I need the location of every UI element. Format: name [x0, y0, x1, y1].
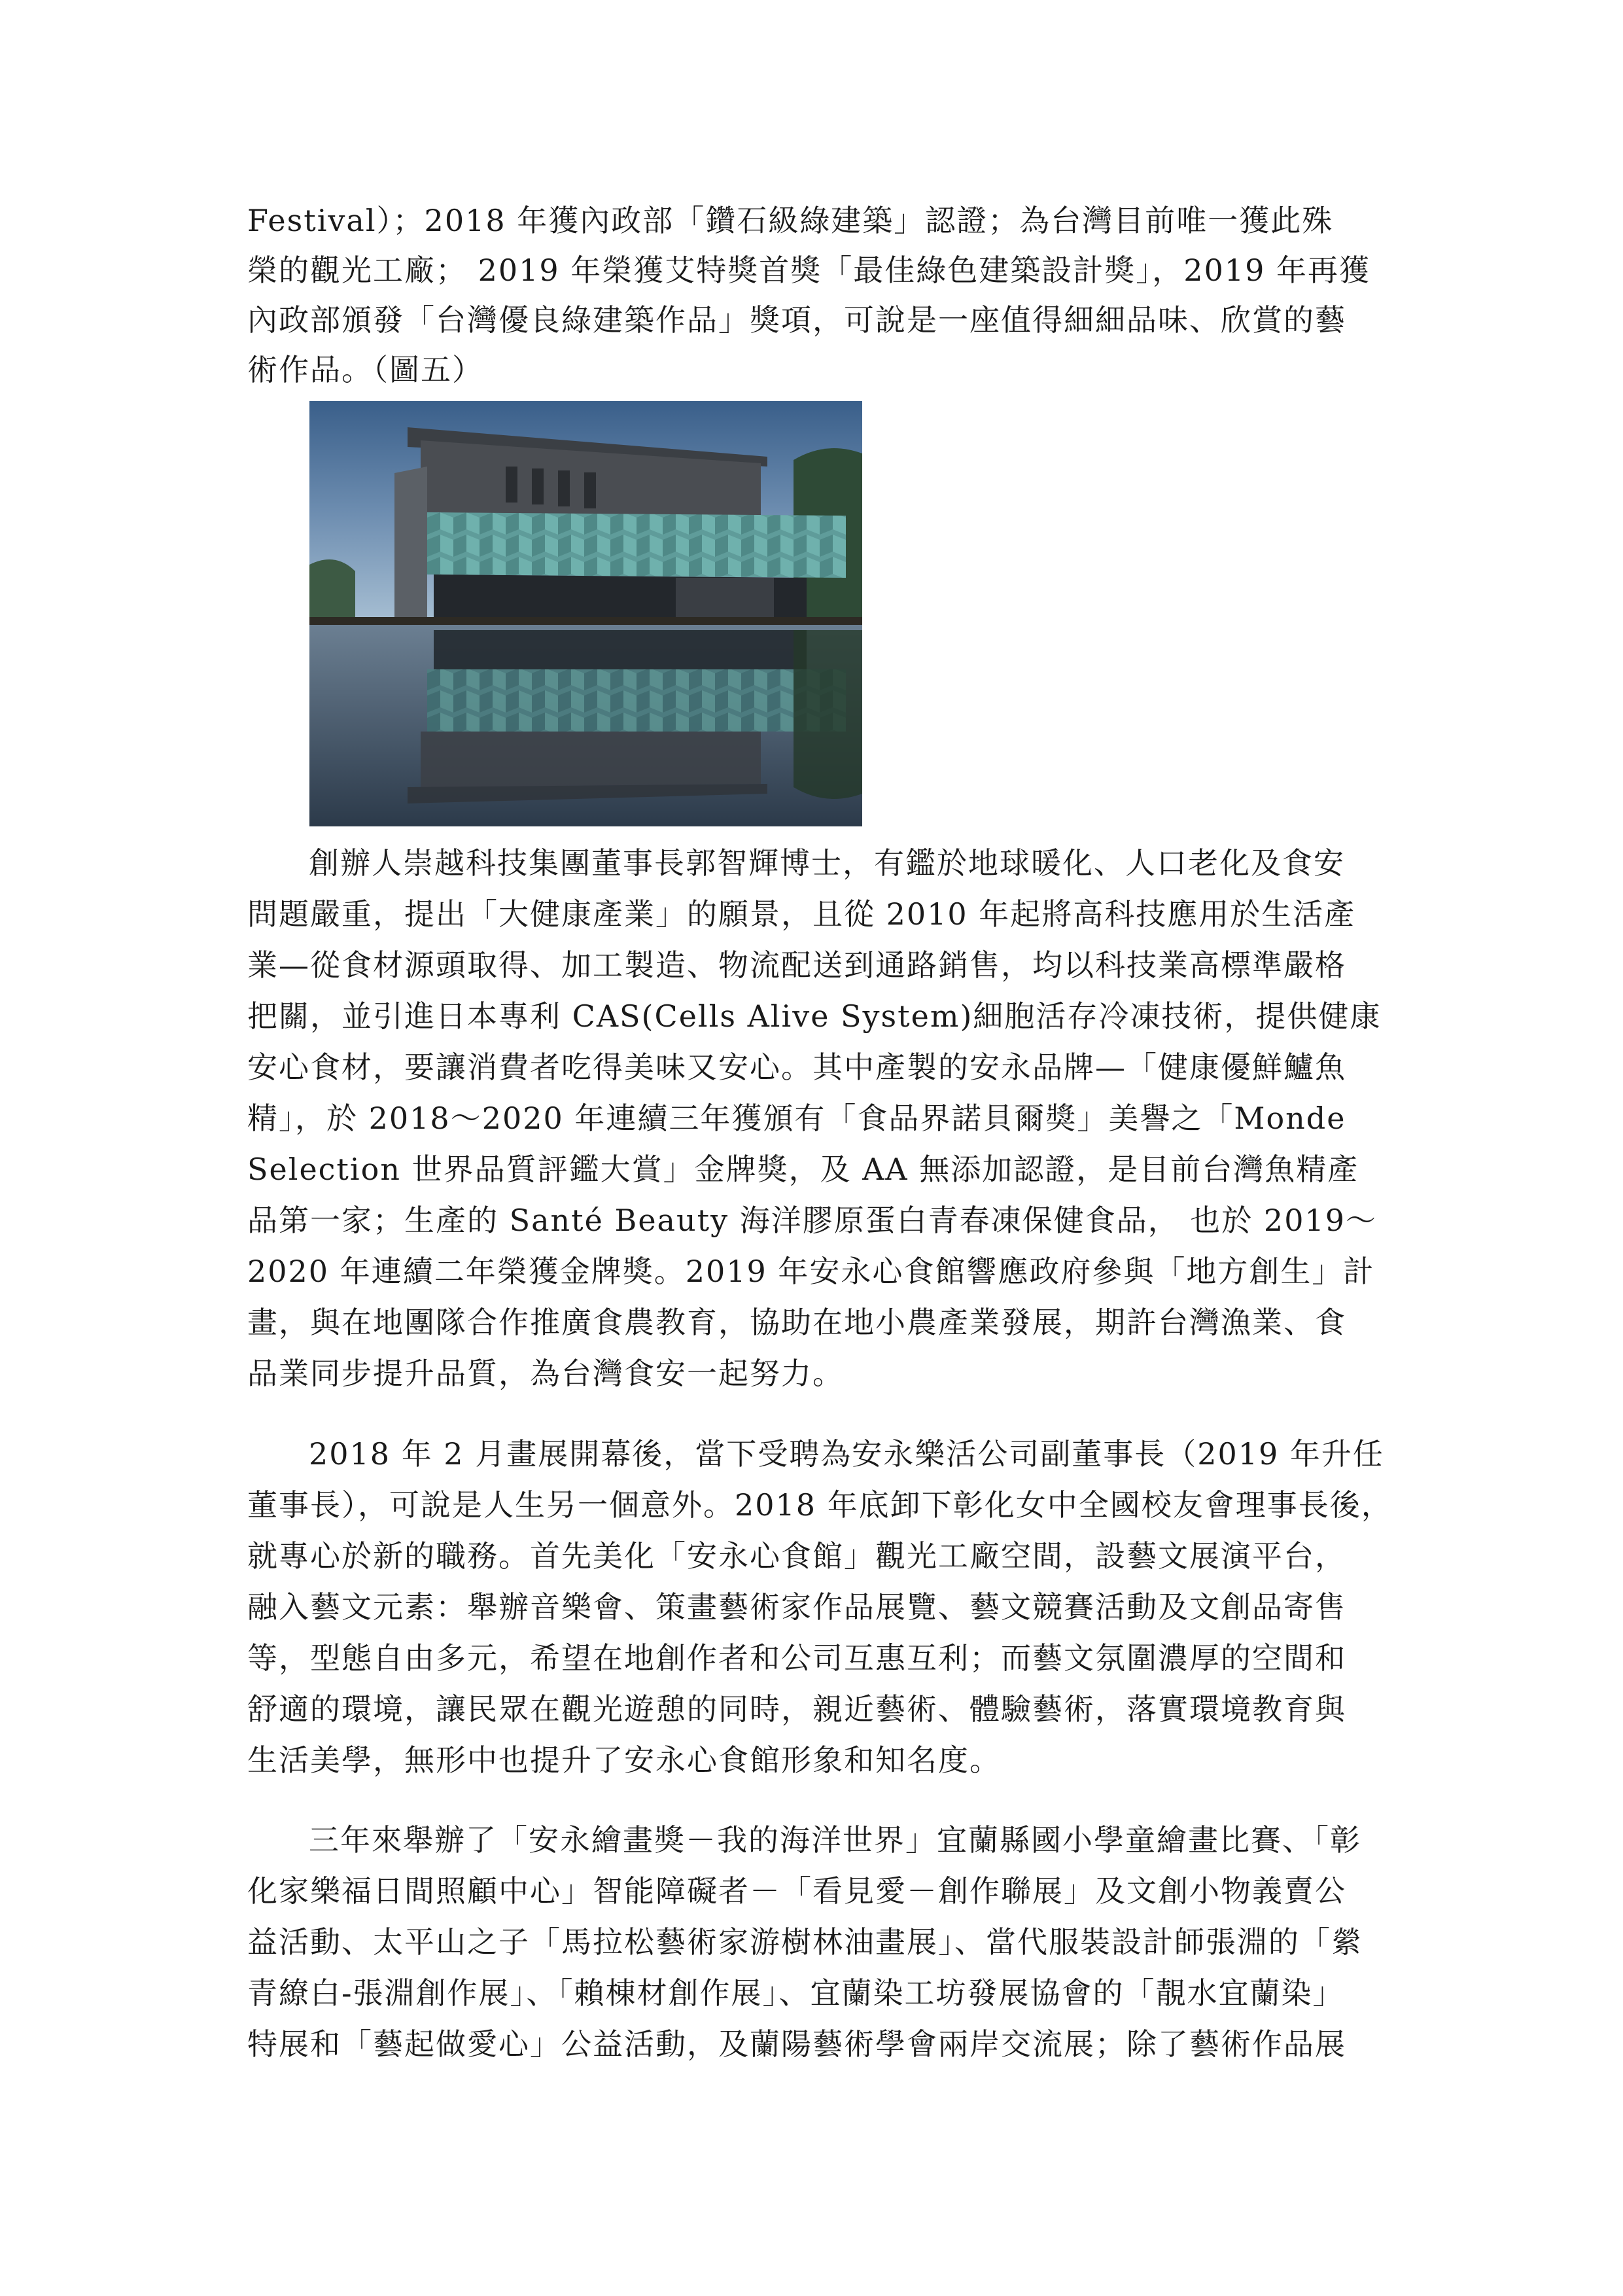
- founder-line-3: 業—從食材源頭取得、加工製造、物流配送到通路銷售，均以科技業高標準嚴格: [247, 947, 1346, 983]
- career-line-5: 等，型態自由多元，希望在地創作者和公司互惠互利；而藝文氛圍濃厚的空間和: [247, 1640, 1346, 1676]
- founder-line-4: 把關，並引進日本專利 CAS(Cells Alive System)細胞活存冷凍技術，提供健康: [247, 998, 1382, 1034]
- events-line-2: 化家樂福日間照顧中心」智能障礙者－「看見愛－創作聯展」及文創小物義賣公: [247, 1873, 1346, 1909]
- events-line-5: 特展和「藝起做愛心」公益活動，及蘭陽藝術學會兩岸交流展；除了藝術作品展: [247, 2026, 1346, 2062]
- career-line-2: 董事長），可說是人生另一個意外。2018 年底卸下彰化女中全國校友會理事長後，: [247, 1487, 1393, 1523]
- founder-line-9: 2020 年連續二年榮獲金牌獎。2019 年安永心食館響應政府參與「地方創生」計: [247, 1254, 1375, 1289]
- events-line-4: 青繚白-張淵創作展」、「賴棟材創作展」、宜蘭染工坊發展協會的「靚水宜蘭染」: [247, 1975, 1344, 2011]
- intro-line-3: 內政部頒發「台灣優良綠建築作品」獎項，可說是一座值得細細品味、欣賞的藝: [247, 302, 1346, 338]
- intro-line-4: 術作品。（圖五）: [247, 352, 483, 387]
- founder-line-1: 創辦人崇越科技集團董事長郭智輝博士，有鑑於地球暖化、人口老化及食安: [309, 845, 1345, 881]
- founder-line-8: 品第一家；生產的 Santé Beauty 海洋膠原蛋白青春凍保健食品， 也於 2019～: [247, 1203, 1377, 1238]
- events-line-3: 益活動、太平山之子「馬拉松藝術家游樹林油畫展」、當代服裝設計師張淵的「縈: [247, 1924, 1363, 1960]
- founder-line-6: 精」，於 2018～2020 年連續三年獲頒有「食品界諾貝爾獎」美譽之「Monde: [247, 1101, 1346, 1136]
- founder-line-2: 問題嚴重，提出「大健康產業」的願景，且從 2010 年起將高科技應用於生活產: [247, 896, 1356, 932]
- founder-line-7: Selection 世界品質評鑑大賞」金牌獎，及 AA 無添加認證，是目前台灣魚精產: [247, 1152, 1359, 1187]
- founder-line-10: 畫，與在地團隊合作推廣食農教育，協助在地小農產業發展，期許台灣漁業、食: [247, 1305, 1346, 1340]
- intro-line-2: 榮的觀光工廠； 2019 年榮獲艾特獎首獎「最佳綠色建築設計獎」，2019 年再獲: [247, 253, 1370, 288]
- career-line-4: 融入藝文元素：舉辦音樂會、策畫藝術家作品展覽、藝文競賽活動及文創品寄售: [247, 1589, 1346, 1625]
- founder-line-5: 安心食材，要讓消費者吃得美味又安心。其中產製的安永品牌—「健康優鮮鱸魚: [247, 1050, 1346, 1085]
- career-line-1: 2018 年 2 月畫展開幕後，當下受聘為安永樂活公司副董事長（2019 年升任: [309, 1436, 1384, 1472]
- career-line-6: 舒適的環境，讓民眾在觀光遊憩的同時，親近藝術、體驗藝術，落實環境教育與: [247, 1691, 1346, 1727]
- founder-line-11: 品業同步提升品質，為台灣食安一起努力。: [247, 1356, 844, 1391]
- building-reflection-photo: [309, 401, 862, 826]
- career-line-7: 生活美學，無形中也提升了安永心食館形象和知名度。: [247, 1742, 1001, 1778]
- intro-line-1: Festival）；2018 年獲內政部「鑽石級綠建築」認證；為台灣目前唯一獲此殊: [247, 203, 1334, 238]
- events-line-1: 三年來舉辦了「安永繪畫獎－我的海洋世界」宜蘭縣國小學童繪畫比賽、「彰: [309, 1822, 1361, 1858]
- career-line-3: 就專心於新的職務。首先美化「安永心食館」觀光工廠空間，設藝文展演平台，: [247, 1538, 1346, 1574]
